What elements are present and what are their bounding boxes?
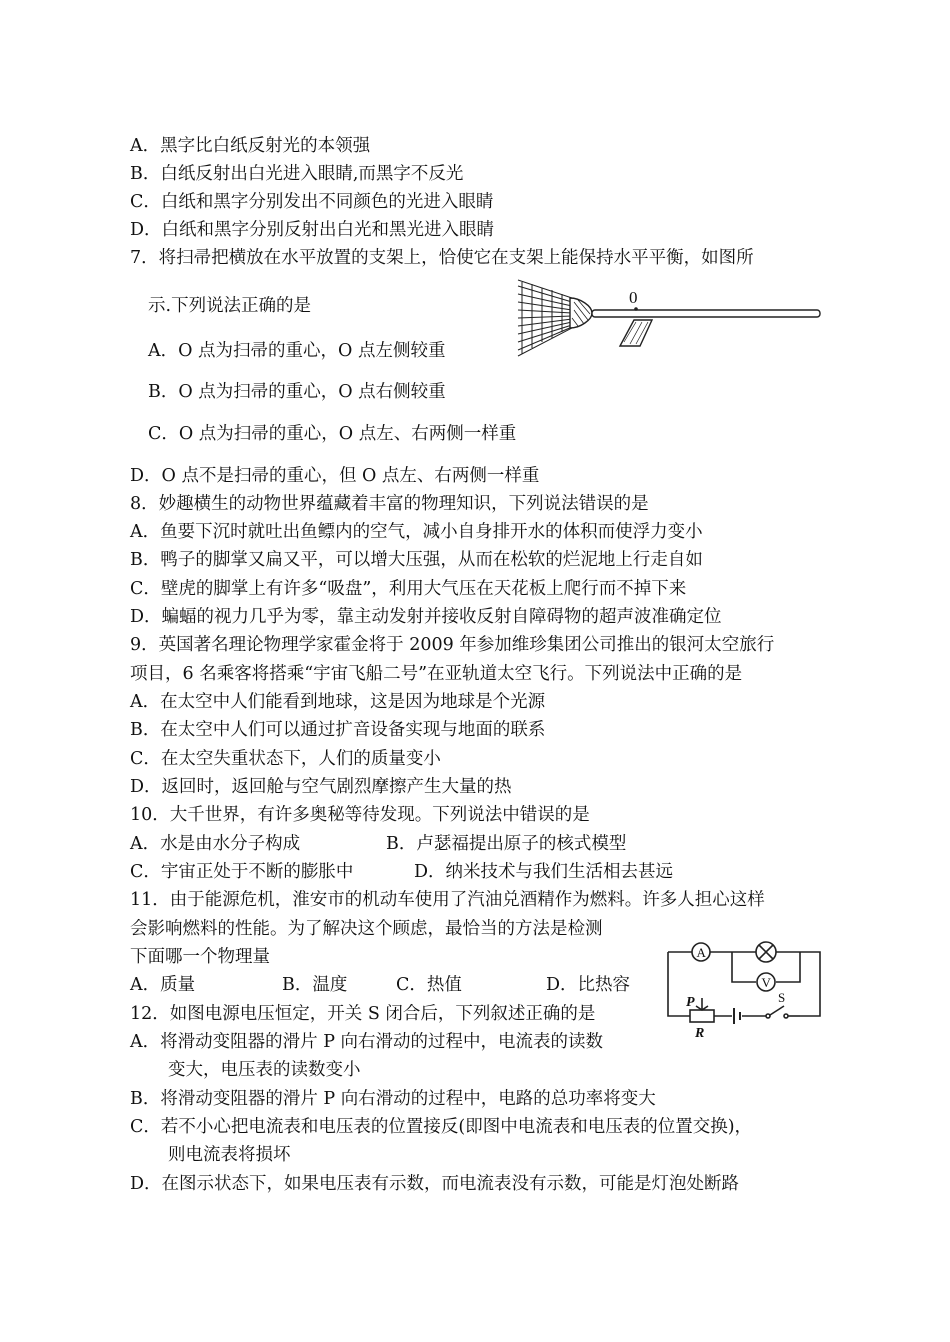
q11-stem-line2: 会影响燃料的性能。为了解决这个顾虑，最恰当的方法是检测 (130, 919, 603, 939)
q6-option-d: D．白纸和黑字分别反射出白光和黑光进入眼睛 (130, 220, 495, 240)
broom-bristles (518, 280, 572, 356)
q11-option-c: C．热值 (396, 975, 462, 995)
q12-option-d: D．在图示状态下，如果电压表有示数，而电流表没有示数，可能是灯泡处断路 (130, 1174, 740, 1194)
q11-option-a: A．质量 (130, 975, 196, 995)
q9-stem-line1: 9．英国著名理论物理学家霍金将于 2009 年参加维珍集团公司推出的银河太空旅行 (130, 635, 775, 655)
switch-lever (770, 1006, 784, 1015)
battery (734, 1008, 740, 1024)
q7-option-d: D．O 点不是扫帚的重心，但 O 点左、右两侧一样重 (130, 466, 540, 486)
q8-option-d: D．蝙蝠的视力几乎为零，靠主动发射并接收反射自障碍物的超声波准确定位 (130, 607, 722, 627)
q6-option-c: C．白纸和黑字分别发出不同颜色的光进入眼睛 (130, 192, 494, 212)
q7-option-b: B．O 点为扫帚的重心，O 点右侧较重 (148, 382, 446, 402)
q7-stem-line2: 示.下列说法正确的是 (148, 296, 312, 316)
switch-label: S (778, 990, 786, 1005)
q10-option-d: D．纳米技术与我们生活相去甚远 (414, 862, 674, 882)
q12-option-a-line1: A．将滑动变阻器的滑片 P 向右滑动的过程中，电流表的读数 (130, 1032, 604, 1052)
q11-option-b: B．温度 (282, 975, 348, 995)
q10-option-a: A．水是由水分子构成 (130, 834, 301, 854)
slider-label: P (686, 995, 695, 1010)
ammeter-label: A (696, 945, 706, 960)
q9-option-a: A．在太空中人们能看到地球，这是因为地球是个光源 (130, 692, 546, 712)
q6-option-a: A．黑字比白纸反射光的本领强 (130, 136, 371, 156)
q8-option-a: A．鱼要下沉时就吐出鱼鳔内的空气，减小自身排开水的体积而使浮力变小 (130, 522, 703, 542)
voltmeter-label: V (761, 975, 771, 990)
q12-stem: 12．如图电源电压恒定，开关 S 闭合后，下列叙述正确的是 (130, 1004, 596, 1024)
q11-stem-line1: 11．由于能源危机，淮安市的机动车使用了汽油兑酒精作为燃料。许多人担心这样 (130, 890, 765, 910)
rheostat (690, 1010, 714, 1022)
q7-stem-line1: 7．将扫帚把横放在水平放置的支架上，恰使它在支架上能保持水平平衡，如图所 (130, 248, 754, 268)
broom-handle (592, 310, 820, 317)
q12-option-a-line2: 变大，电压表的读数变小 (168, 1060, 361, 1080)
q8-option-c: C．壁虎的脚掌上有许多“吸盘”，利用大气压在天花板上爬行而不掉下来 (130, 579, 687, 599)
q12-option-c-line2: 则电流表将损坏 (168, 1145, 291, 1165)
q12-option-b: B．将滑动变阻器的滑片 P 向右滑动的过程中，电路的总功率将变大 (130, 1089, 656, 1109)
switch-contact (766, 1014, 770, 1018)
q10-stem: 10．大千世界，有许多奥秘等待发现。下列说法中错误的是 (130, 805, 590, 825)
q9-option-b: B．在太空中人们可以通过扩音设备实现与地面的联系 (130, 720, 546, 740)
q6-option-b: B．白纸反射出白光进入眼睛,而黑字不反光 (130, 164, 464, 184)
q10-option-b: B．卢瑟福提出原子的核式模型 (386, 834, 627, 854)
broom-figure (512, 276, 824, 360)
pivot-point (634, 307, 638, 311)
q7-option-c: C．O 点为扫帚的重心，O 点左、右两侧一样重 (148, 424, 517, 444)
q7-option-a: A．O 点为扫帚的重心，O 点左侧较重 (148, 341, 446, 361)
resistor-label: R (695, 1026, 705, 1040)
q9-option-c: C．在太空失重状态下，人们的质量变小 (130, 749, 441, 769)
q11-stem-line3: 下面哪一个物理量 (130, 947, 270, 967)
pivot-label: 0 (629, 288, 638, 307)
circuit-figure (662, 936, 826, 1040)
q8-option-b: B．鸭子的脚掌又扁又平，可以增大压强，从而在松软的烂泥地上行走自如 (130, 550, 703, 570)
q9-option-d: D．返回时，返回舱与空气剧烈摩擦产生大量的热 (130, 777, 512, 797)
q11-option-d: D．比热容 (546, 975, 631, 995)
q9-stem-line2: 项目，6 名乘客将搭乘“宇宙飞船二号”在亚轨道太空飞行。下列说法中正确的是 (130, 664, 743, 684)
q10-option-c: C．宇宙正处于不断的膨胀中 (130, 862, 354, 882)
q12-option-c-line1: C．若不小心把电流表和电压表的位置接反(即图中电流表和电压表的位置交换)， (130, 1117, 753, 1137)
q8-stem: 8．妙趣横生的动物世界蕴藏着丰富的物理知识，下列说法错误的是 (130, 494, 649, 514)
